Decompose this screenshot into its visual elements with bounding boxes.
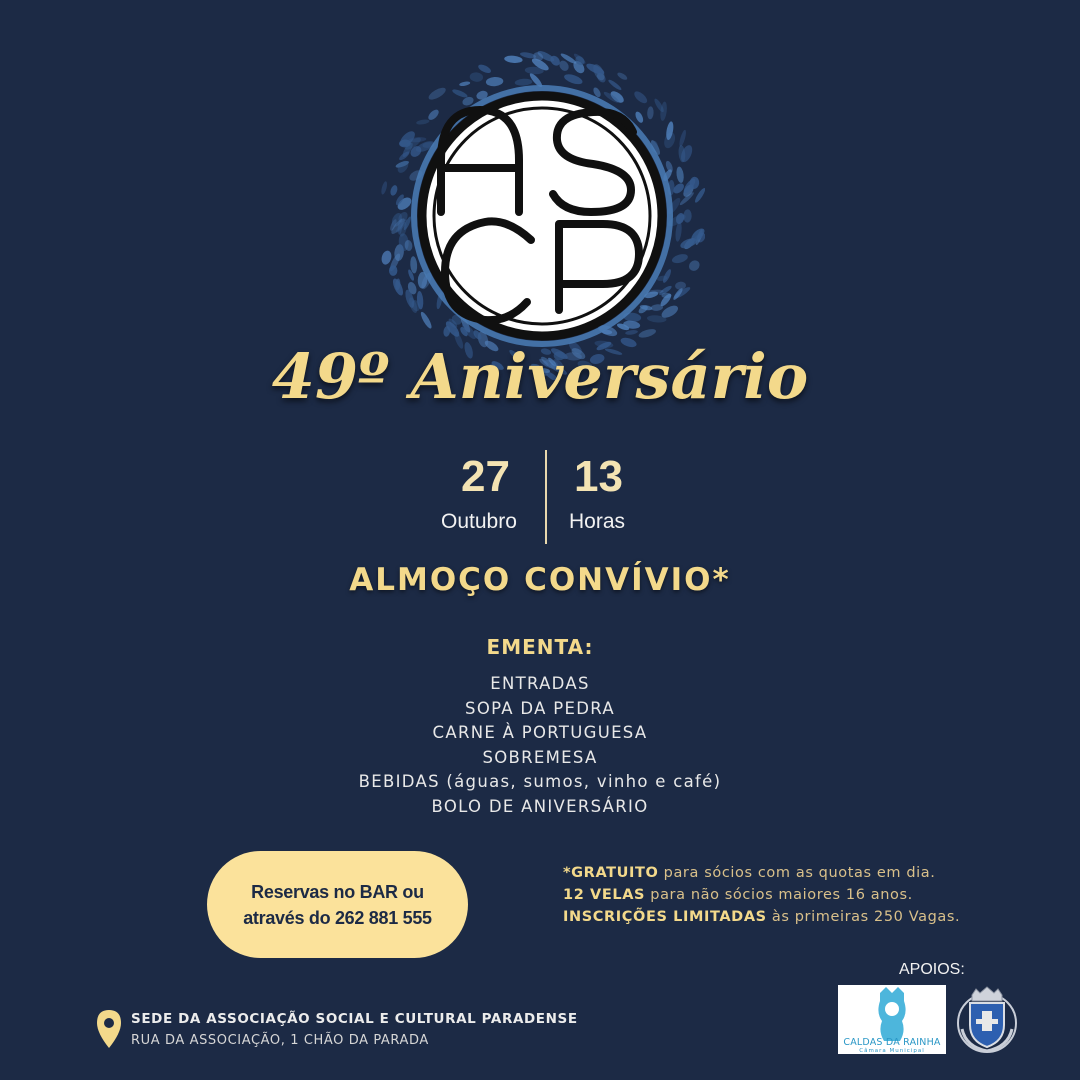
wreath-leaf bbox=[419, 311, 433, 330]
anniversary-title: 49º Aniversário bbox=[271, 340, 809, 413]
wreath-leaf bbox=[380, 250, 393, 266]
note-bold: 12 VELAS bbox=[563, 887, 646, 903]
note-bold: *GRATUITO bbox=[563, 865, 659, 881]
wreath-leaf bbox=[616, 71, 628, 81]
wreath-leaf bbox=[426, 108, 440, 122]
wreath-leaf bbox=[693, 187, 705, 204]
wreath-leaf bbox=[678, 129, 687, 147]
wreath-leaf bbox=[389, 184, 398, 196]
menu-list bbox=[0, 672, 1080, 819]
menu-item: ENTRADAS bbox=[490, 674, 590, 693]
event-time: 13 bbox=[574, 452, 623, 501]
note-bold: INSCRIÇÕES LIMITADAS bbox=[563, 909, 767, 925]
wreath-leaf bbox=[625, 329, 638, 335]
parish-crest-logo bbox=[952, 985, 1022, 1055]
caldas-sub: Câmara Municipal bbox=[859, 1048, 925, 1054]
ascp-logo bbox=[375, 40, 705, 380]
date-divider bbox=[545, 450, 547, 544]
note-text: às primeiras 250 Vagas. bbox=[766, 909, 961, 925]
date-day: 27 bbox=[461, 452, 510, 501]
wreath-leaf bbox=[632, 89, 649, 105]
wreath-leaf bbox=[514, 78, 532, 86]
wreath-leaf bbox=[389, 265, 398, 276]
caldas-da-rainha-logo bbox=[838, 985, 946, 1054]
menu-item: BEBIDAS (águas, sumos, vinho e café) bbox=[358, 772, 722, 791]
location-pin-icon bbox=[96, 1009, 122, 1049]
wreath-leaf bbox=[607, 78, 622, 91]
caldas-name: CALDAS DA RAINHA bbox=[843, 1037, 941, 1048]
menu-item: SOBREMESA bbox=[482, 747, 598, 767]
wreath-leaf bbox=[477, 63, 492, 75]
date-month: Outubro bbox=[441, 510, 517, 533]
note-line bbox=[563, 884, 960, 906]
wreath-leaf bbox=[380, 181, 388, 195]
note-text: para não sócios maiores 16 anos. bbox=[645, 887, 913, 903]
wreath-leaf bbox=[687, 258, 702, 273]
note-text: para sócios com as quotas em dia. bbox=[658, 865, 936, 881]
wreath-leaf bbox=[675, 166, 684, 183]
conditions-notes bbox=[563, 862, 960, 928]
reservation-line2: através do 262 881 555 bbox=[243, 907, 432, 928]
wreath-leaf bbox=[427, 85, 448, 102]
menu-item: BOLO DE ANIVERSÁRIO bbox=[431, 796, 649, 816]
note-line bbox=[563, 862, 960, 884]
reservation-button[interactable] bbox=[207, 851, 468, 958]
event-time-label: Horas bbox=[569, 510, 626, 533]
wreath-leaf bbox=[416, 119, 430, 126]
reservation-text bbox=[243, 879, 432, 931]
wreath-leaf bbox=[664, 160, 674, 173]
wreath-leaf bbox=[563, 72, 584, 86]
logo-wreath bbox=[375, 40, 705, 380]
wreath-leaf bbox=[671, 252, 689, 264]
supporters-label: APOIOS: bbox=[899, 961, 965, 978]
reservation-line1: Reservas no BAR ou bbox=[251, 881, 424, 902]
menu-heading: EMENTA: bbox=[486, 635, 594, 659]
event-name: ALMOÇO CONVÍVIO* bbox=[349, 562, 731, 598]
note-line bbox=[563, 906, 960, 928]
wreath-leaf bbox=[504, 55, 523, 64]
wreath-leaf bbox=[638, 327, 657, 339]
venue-name: SEDE DA ASSOCIAÇÃO SOCIAL E CULTURAL PARADENSE bbox=[131, 1011, 578, 1027]
wreath-leaf bbox=[647, 106, 654, 119]
wreath-leaf bbox=[459, 81, 471, 87]
wreath-leaf bbox=[469, 72, 483, 83]
menu-item: SOPA DA PEDRA bbox=[465, 698, 615, 718]
menu-item: CARNE À PORTUGUESA bbox=[432, 723, 648, 742]
wreath-leaf bbox=[634, 110, 645, 124]
wreath-leaf bbox=[451, 88, 468, 99]
venue-address: RUA DA ASSOCIAÇÃO, 1 CHÃO DA PARADA bbox=[131, 1033, 429, 1048]
wreath-leaf bbox=[486, 76, 504, 86]
